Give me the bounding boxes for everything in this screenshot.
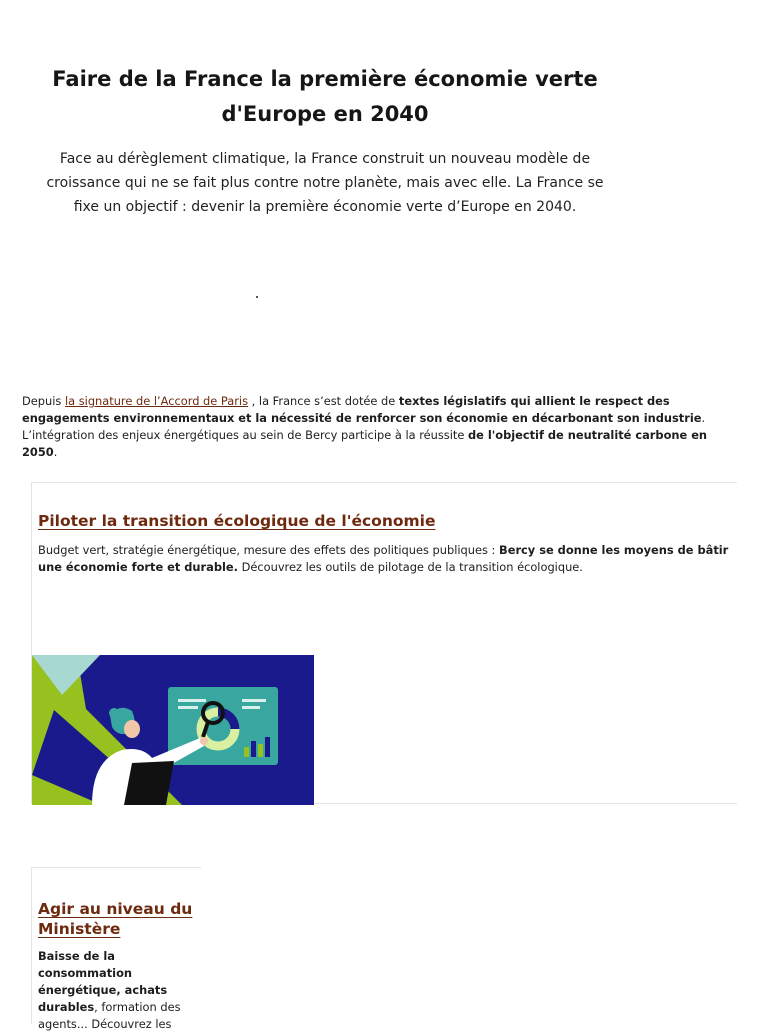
screen-text-line — [242, 699, 266, 702]
page-title-line1: Faire de la France la première économie verte — [52, 67, 598, 91]
card-desc-text-2: Découvrez les outils de pilotage de la transition écologique. — [237, 560, 583, 574]
bar — [265, 737, 270, 757]
person-hand — [200, 737, 208, 745]
hero-lead: Face au dérèglement climatique, la France construit un nouveau modèle de croissance qui ne se fait plus contre notre planète, mais avec elle. La France se fixe un objectif : devenir la première économie verte d’Europe en 2040. — [46, 151, 604, 215]
card-description-piloter — [38, 542, 736, 576]
bar — [258, 744, 263, 757]
card2-desc-bold: Baisse de la consommation énergétique, achats durables — [38, 949, 168, 1014]
page-title — [0, 62, 650, 132]
intro-suffix: . — [53, 445, 58, 459]
bar — [244, 747, 249, 757]
person-bun — [109, 708, 119, 718]
intro-bold-1: textes législatifs qui allient le respect des engagements environnementaux et la nécessité de renforcer son économie en décarbonant son industrie — [22, 394, 702, 425]
screen-text-line — [178, 699, 206, 702]
card-agir-ministere[interactable] — [31, 867, 201, 1031]
clipboard — [124, 761, 174, 805]
paris-agreement-link[interactable]: la signature de l’Accord de Paris — [64, 394, 249, 408]
analyst-illustration — [32, 655, 314, 805]
person-face — [124, 720, 140, 738]
separator-dot — [256, 296, 258, 298]
card-piloter-transition[interactable] — [31, 482, 737, 804]
screen-text-line — [178, 706, 198, 709]
intro-text-1: , la France s’est dotée de — [248, 394, 399, 408]
bar — [251, 741, 256, 757]
screen-text-line — [242, 706, 260, 709]
intro-bold-2: de l'objectif de neutralité carbone en 2050 — [22, 428, 708, 459]
card-desc-bold: Bercy se donne les moyens de bâtir une économie forte et durable. — [38, 543, 729, 574]
card2-desc-text: , formation des agents... Découvrez les — [38, 1000, 181, 1031]
intro-paragraph — [22, 393, 740, 461]
card-illustration — [32, 655, 314, 805]
card-desc-text-1: Budget vert, stratégie énergétique, mesure des effets des politiques publiques : — [38, 543, 500, 557]
card-title-piloter[interactable]: Piloter la transition écologique de l'économie — [38, 512, 436, 530]
page-title-line2: d'Europe en 2040 — [221, 102, 429, 126]
intro-text-2: . L’intégration des enjeux énergétiques au sein de Bercy participe à la réussite — [22, 411, 706, 442]
card-description-agir — [38, 948, 200, 1033]
intro-prefix: Depuis — [22, 394, 65, 408]
card-title-agir[interactable]: Agir au niveau du Ministère — [38, 900, 193, 938]
